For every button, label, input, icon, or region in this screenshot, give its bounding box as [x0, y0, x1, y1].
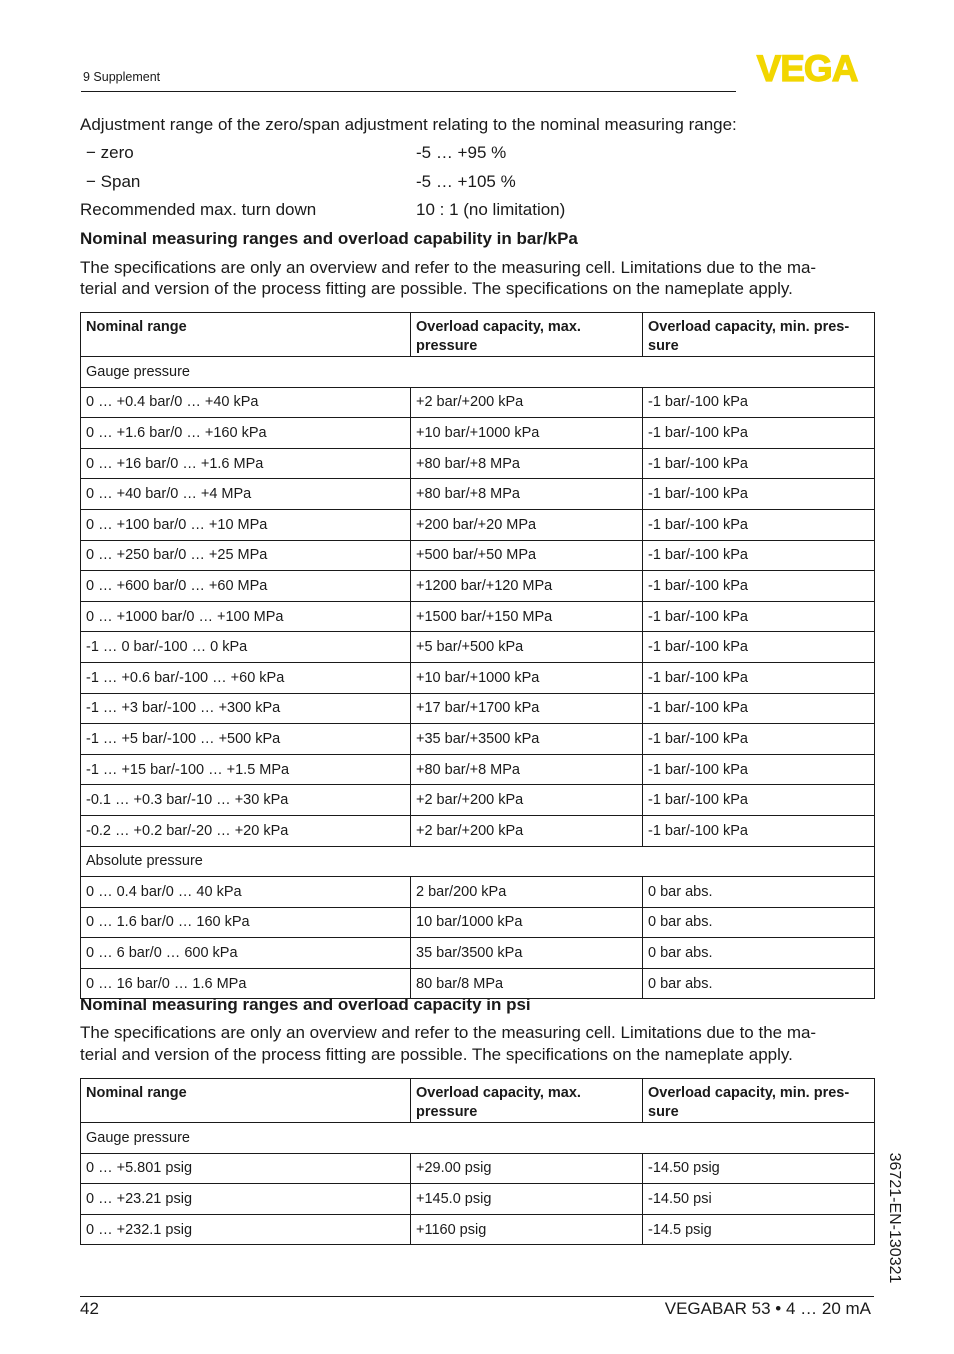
table-row: [81, 815, 875, 846]
table-cell: +17 bar/+1700 kPa: [411, 693, 643, 724]
table-cell: 0 … 1.6 bar/0 … 160 kPa: [81, 907, 411, 938]
table-row: [81, 1153, 875, 1184]
table-cell: -14.5 psig: [643, 1214, 875, 1245]
table-cell: +1500 bar/+150 MPa: [411, 601, 643, 632]
table-cell: -1 bar/-100 kPa: [643, 418, 875, 449]
table-cell: 0 … +232.1 psig: [81, 1214, 411, 1245]
table-cell: -1 … 0 bar/-100 … 0 kPa: [81, 632, 411, 663]
span-value: -5 … +105 %: [416, 172, 516, 191]
table-row: [81, 662, 875, 693]
span-label: − Span: [86, 172, 141, 191]
table-row: [81, 632, 875, 663]
table-row: [81, 479, 875, 510]
table-row: [81, 540, 875, 571]
table-cell: 0 … 6 bar/0 … 600 kPa: [81, 938, 411, 969]
table-row: [81, 1184, 875, 1215]
table-cell: 0 bar abs.: [643, 968, 875, 999]
table-cell: +80 bar/+8 MPa: [411, 754, 643, 785]
table-cell: -0.1 … +0.3 bar/-10 … +30 kPa: [81, 785, 411, 816]
table-row: [81, 938, 875, 969]
table-cell: +500 bar/+50 MPa: [411, 540, 643, 571]
table-cell: -14.50 psig: [643, 1153, 875, 1184]
table-row: [81, 693, 875, 724]
table-cell: -1 bar/-100 kPa: [643, 571, 875, 602]
table-row: [81, 601, 875, 632]
table-cell: -1 bar/-100 kPa: [643, 662, 875, 693]
product-name: VEGABAR 53 • 4 … 20 mA: [664, 1299, 871, 1318]
table-cell: -1 bar/-100 kPa: [643, 693, 875, 724]
table-cell: +200 bar/+20 MPa: [411, 509, 643, 540]
header-section-label: 9 Supplement: [83, 70, 161, 84]
table-cell: 80 bar/8 MPa: [411, 968, 643, 999]
table-cell: 0 bar abs.: [643, 938, 875, 969]
table-row: [81, 418, 875, 449]
table-row: [81, 877, 875, 908]
table-cell: 0 … +250 bar/0 … +25 MPa: [81, 540, 411, 571]
document-code-text: 36721-EN-130321: [886, 1152, 903, 1283]
section1-heading: Nominal measuring ranges and overload capability in bar/kPa: [80, 229, 578, 248]
table-cell: -1 bar/-100 kPa: [643, 601, 875, 632]
table-cell: -1 bar/-100 kPa: [643, 479, 875, 510]
table-cell: -0.2 … +0.2 bar/-20 … +20 kPa: [81, 815, 411, 846]
psi-table: [80, 1078, 875, 1245]
table-cell: +2 bar/+200 kPa: [411, 387, 643, 418]
table-cell: -1 … +5 bar/-100 … +500 kPa: [81, 724, 411, 755]
table-cell: -1 bar/-100 kPa: [643, 509, 875, 540]
table-row: [81, 448, 875, 479]
table-cell: -1 bar/-100 kPa: [643, 632, 875, 663]
table-cell: -1 bar/-100 kPa: [643, 815, 875, 846]
table-cell: -1 bar/-100 kPa: [643, 540, 875, 571]
section2-para-line1: The specifications are only an overview and refer to the measuring cell. Limitations due to the ma-: [80, 1023, 817, 1042]
page-number: 42: [80, 1299, 99, 1318]
table-cell: -1 … +3 bar/-100 … +300 kPa: [81, 693, 411, 724]
column-header: Nominal range: [81, 1079, 411, 1123]
group-label: Gauge pressure: [81, 357, 875, 388]
table-cell: 10 bar/1000 kPa: [411, 907, 643, 938]
table-cell: -1 bar/-100 kPa: [643, 785, 875, 816]
table-cell: -1 … +15 bar/-100 … +1.5 MPa: [81, 754, 411, 785]
column-header: Overload capacity, max. pressure: [411, 313, 643, 357]
table-cell: +10 bar/+1000 kPa: [411, 418, 643, 449]
table-cell: +5 bar/+500 kPa: [411, 632, 643, 663]
table-cell: 0 … +23.21 psig: [81, 1184, 411, 1215]
document-code: [874, 1140, 914, 1295]
table-cell: 0 … +16 bar/0 … +1.6 MPa: [81, 448, 411, 479]
table-row: [81, 785, 875, 816]
table-row: [81, 1214, 875, 1245]
table-cell: 0 … +40 bar/0 … +4 MPa: [81, 479, 411, 510]
section2-heading: Nominal measuring ranges and overload capacity in psi: [80, 995, 531, 1014]
table-cell: +2 bar/+200 kPa: [411, 815, 643, 846]
table-cell: +80 bar/+8 MPa: [411, 479, 643, 510]
table-cell: 0 bar abs.: [643, 907, 875, 938]
group-label: Absolute pressure: [81, 846, 875, 877]
table-cell: +35 bar/+3500 kPa: [411, 724, 643, 755]
footer-rule: [80, 1296, 874, 1297]
section1-para-line1: The specifications are only an overview and refer to the measuring cell. Limitations due to the ma-: [80, 258, 817, 277]
table-cell: +2 bar/+200 kPa: [411, 785, 643, 816]
intro-text: Adjustment range of the zero/span adjustment relating to the nominal measuring range:: [80, 115, 737, 134]
table-row: [81, 907, 875, 938]
table-cell: +10 bar/+1000 kPa: [411, 662, 643, 693]
column-header: Overload capacity, min. pres-sure: [643, 313, 875, 357]
table-cell: 2 bar/200 kPa: [411, 877, 643, 908]
bar-kpa-table: [80, 312, 875, 999]
table-cell: +1160 psig: [411, 1214, 643, 1245]
table-cell: 0 … 0.4 bar/0 … 40 kPa: [81, 877, 411, 908]
group-row: [81, 846, 875, 877]
table-cell: 0 … +1.6 bar/0 … +160 kPa: [81, 418, 411, 449]
table-header-row: [81, 313, 875, 357]
table-header-row: [81, 1079, 875, 1123]
vega-logo: [741, 52, 873, 84]
table-cell: -1 bar/-100 kPa: [643, 387, 875, 418]
table-cell: -1 bar/-100 kPa: [643, 754, 875, 785]
table-row: [81, 571, 875, 602]
column-header: Overload capacity, min. pres-sure: [643, 1079, 875, 1123]
group-row: [81, 1123, 875, 1154]
group-label: Gauge pressure: [81, 1123, 875, 1154]
table-cell: -14.50 psi: [643, 1184, 875, 1215]
section2-para-line2: terial and version of the process fitting are possible. The specifications on the nameplate apply.: [80, 1045, 793, 1064]
turndown-value: 10 : 1 (no limitation): [416, 200, 566, 219]
table-cell: +145.0 psig: [411, 1184, 643, 1215]
table-cell: +29.00 psig: [411, 1153, 643, 1184]
table-cell: 0 … +100 bar/0 … +10 MPa: [81, 509, 411, 540]
table-row: [81, 509, 875, 540]
table-cell: 35 bar/3500 kPa: [411, 938, 643, 969]
header-rule: [81, 91, 736, 92]
table-row: [81, 387, 875, 418]
zero-label: − zero: [86, 143, 134, 162]
table-cell: -1 bar/-100 kPa: [643, 448, 875, 479]
table-cell: 0 … +1000 bar/0 … +100 MPa: [81, 601, 411, 632]
table-row: [81, 724, 875, 755]
table-row: [81, 754, 875, 785]
table-cell: 0 … +600 bar/0 … +60 MPa: [81, 571, 411, 602]
turndown-label: Recommended max. turn down: [80, 200, 317, 219]
zero-value: -5 … +95 %: [416, 143, 507, 162]
group-row: [81, 357, 875, 388]
table-cell: -1 bar/-100 kPa: [643, 724, 875, 755]
table-cell: +80 bar/+8 MPa: [411, 448, 643, 479]
table-cell: -1 … +0.6 bar/-100 … +60 kPa: [81, 662, 411, 693]
table-cell: 0 … 16 bar/0 … 1.6 MPa: [81, 968, 411, 999]
table-cell: 0 … +0.4 bar/0 … +40 kPa: [81, 387, 411, 418]
column-header: Overload capacity, max. pressure: [411, 1079, 643, 1123]
column-header: Nominal range: [81, 313, 411, 357]
table-cell: 0 bar abs.: [643, 877, 875, 908]
table-cell: +1200 bar/+120 MPa: [411, 571, 643, 602]
section1-para-line2: terial and version of the process fitting are possible. The specifications on the nameplate apply.: [80, 279, 793, 298]
table-cell: 0 … +5.801 psig: [81, 1153, 411, 1184]
vega-logo-text: VEGA: [756, 52, 858, 84]
